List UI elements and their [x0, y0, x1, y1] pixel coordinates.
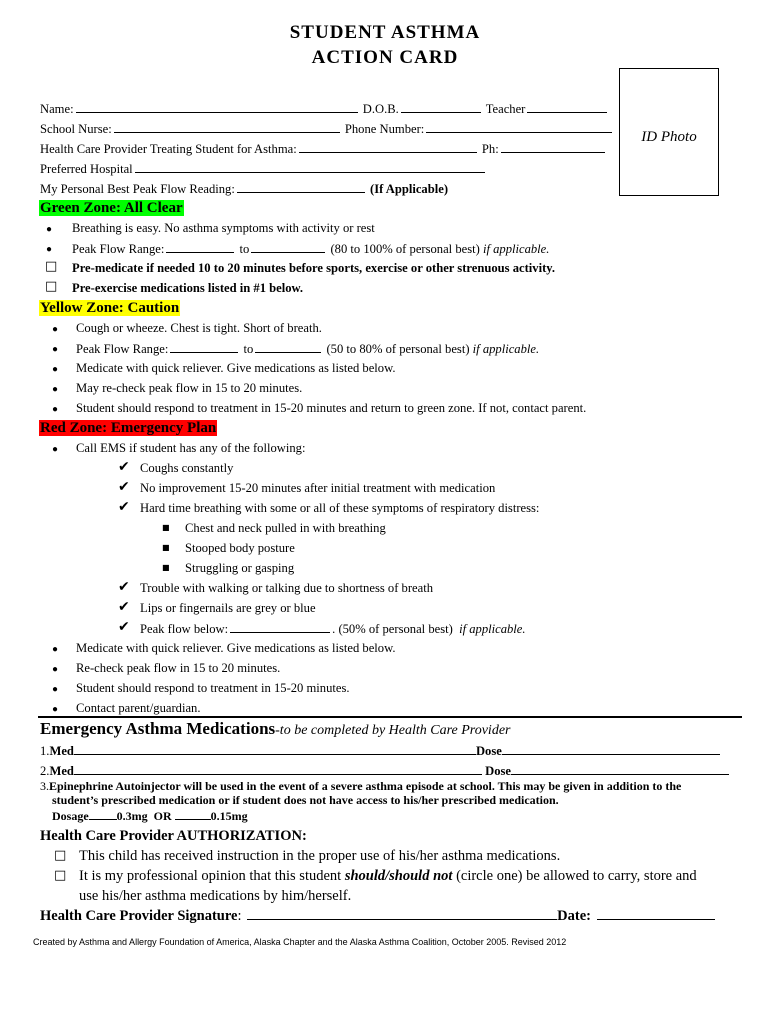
bullet-icon: ●: [46, 224, 53, 235]
red-symptom-1: Chest and neck pulled in with breathing: [185, 521, 386, 535]
square-bullet-icon: ■: [162, 563, 170, 572]
date-field[interactable]: [597, 907, 715, 920]
bullet-icon: ●: [52, 444, 59, 455]
red-symptom-2: Stooped body posture: [185, 541, 295, 555]
auth-check-2: It is my professional opinion that this student should/should not (circle one) be allowed to carry, store and: [79, 868, 697, 884]
section-divider: [38, 716, 742, 718]
checkbox-icon[interactable]: □: [54, 848, 67, 863]
peak-flow-row: My Personal Best Peak Flow Reading: (If Applicable): [40, 182, 449, 196]
title-line-1: STUDENT ASTHMA: [289, 22, 481, 43]
bullet-icon: ●: [52, 344, 59, 355]
name-field[interactable]: [76, 100, 358, 113]
med-2-field[interactable]: [74, 762, 482, 775]
yellow-item-4: May re-check peak flow in 15 to 20 minutes.: [76, 381, 303, 395]
auth-check-1: This child has received instruction in the proper use of his/her asthma medications.: [79, 848, 561, 864]
id-photo-box[interactable]: [619, 68, 719, 196]
yellow-zone-heading: Yellow Zone: Caution: [40, 300, 180, 316]
phone-number-field[interactable]: [426, 120, 612, 133]
dob-field[interactable]: [401, 100, 481, 113]
checkbox-icon[interactable]: □: [54, 868, 67, 883]
yellow-item-2: Peak Flow Range: to (50 to 80% of personal best) if applicable.: [76, 342, 540, 356]
peak-flow-field[interactable]: [237, 180, 365, 193]
yellow-item-1: Cough or wheeze. Chest is tight. Short of breath.: [76, 321, 322, 335]
yellow-item-3: Medicate with quick reliever. Give medications as listed below.: [76, 361, 396, 375]
yellow-peak-high-field[interactable]: [255, 340, 321, 353]
checkbox-icon[interactable]: □: [45, 279, 58, 294]
footer-credit: Created by Asthma and Allergy Foundation of America, Alaska Chapter and the Alaska Asthma Coalition, October 2005. Revised 2012: [33, 937, 567, 947]
red-item-1: Call EMS if student has any of the following:: [76, 441, 306, 455]
provider-field[interactable]: [299, 140, 477, 153]
signature-row: Health Care Provider Signature: Date:: [40, 907, 717, 925]
square-bullet-icon: ■: [162, 543, 170, 552]
green-check-1: Pre-medicate if needed 10 to 20 minutes before sports, exercise or other strenuous activity.: [72, 261, 556, 275]
red-check-3: Hard time breathing with some or all of these symptoms of respiratory distress:: [140, 501, 540, 515]
green-item-2: Peak Flow Range: to (80 to 100% of personal best) if applicable.: [72, 242, 550, 256]
name-row: Name: D.O.B. Teacher: [40, 100, 609, 117]
provider-phone-field[interactable]: [501, 140, 605, 153]
teacher-field[interactable]: [527, 100, 607, 113]
dosage-03-field[interactable]: [89, 807, 117, 820]
red-zone-heading: Red Zone: Emergency Plan: [40, 420, 217, 436]
dosage-015-field[interactable]: [175, 807, 211, 820]
epinephrine-note: 3.Epinephrine Autoinjector will be used in the event of a severe asthma episode at school. This may be given in addition to the: [40, 779, 682, 793]
square-bullet-icon: ■: [162, 523, 170, 532]
school-nurse-field[interactable]: [114, 120, 340, 133]
checkmark-icon: ✔: [118, 459, 130, 475]
bullet-icon: ●: [52, 324, 59, 335]
red-check-4: Trouble with walking or talking due to shortness of breath: [140, 581, 434, 595]
bullet-icon: ●: [52, 684, 59, 695]
red-item-2: Medicate with quick reliever. Give medications as listed below.: [76, 641, 396, 655]
green-check-2: Pre-exercise medications listed in #1 below.: [72, 281, 304, 295]
yellow-item-5: Student should respond to treatment in 15-20 minutes and return to green zone. If not, contact parent.: [76, 401, 587, 415]
checkmark-icon: ✔: [118, 579, 130, 595]
dose-1-field[interactable]: [502, 742, 720, 755]
title-line-2: ACTION CARD: [311, 47, 459, 68]
red-check-1: Coughs constantly: [140, 461, 234, 475]
bullet-icon: ●: [52, 404, 59, 415]
bullet-icon: ●: [52, 704, 59, 715]
checkmark-icon: ✔: [118, 479, 130, 495]
red-item-4: Student should respond to treatment in 15-20 minutes.: [76, 681, 350, 695]
signature-field[interactable]: [247, 907, 557, 920]
green-zone-heading: Green Zone: All Clear: [40, 200, 183, 216]
yellow-peak-low-field[interactable]: [170, 340, 238, 353]
med-row-1: 1.Med Dose: [40, 742, 720, 759]
medications-heading: Emergency Asthma Medications-to be completed by Health Care Provider: [40, 719, 511, 738]
hospital-field[interactable]: [135, 160, 485, 173]
dose-2-field[interactable]: [511, 762, 729, 775]
provider-row: Health Care Provider Treating Student for Asthma: Ph:: [40, 140, 607, 157]
green-item-1: Breathing is easy. No asthma symptoms with activity or rest: [72, 221, 375, 235]
checkmark-icon: ✔: [118, 619, 130, 635]
green-peak-high-field[interactable]: [251, 240, 325, 253]
checkmark-icon: ✔: [118, 599, 130, 615]
med-row-2: 2.Med Dose: [40, 762, 729, 779]
red-check-2: No improvement 15-20 minutes after initial treatment with medication: [140, 481, 496, 495]
red-symptom-3: Struggling or gasping: [185, 561, 295, 575]
bullet-icon: ●: [52, 644, 59, 655]
school-nurse-row: School Nurse: Phone Number:: [40, 120, 614, 137]
auth-check-2-cont: use his/her asthma medications by him/herself.: [79, 888, 352, 904]
epinephrine-note-2: student’s prescribed medication or if student does not have access to his/her prescribed medication.: [52, 793, 559, 807]
red-peak-below-field[interactable]: [230, 620, 330, 633]
red-item-3: Re-check peak flow in 15 to 20 minutes.: [76, 661, 281, 675]
authorization-heading: Health Care Provider AUTHORIZATION:: [40, 828, 307, 844]
checkbox-icon[interactable]: □: [45, 259, 58, 274]
hospital-row: Preferred Hospital: [40, 160, 487, 177]
dosage-row: Dosage 0.3mg OR 0.15mg: [52, 809, 248, 823]
med-1-field[interactable]: [74, 742, 476, 755]
checkmark-icon: ✔: [118, 499, 130, 515]
red-check-5: Lips or fingernails are grey or blue: [140, 601, 316, 615]
red-item-5: Contact parent/guardian.: [76, 701, 201, 715]
bullet-icon: ●: [52, 384, 59, 395]
bullet-icon: ●: [52, 664, 59, 675]
green-peak-low-field[interactable]: [166, 240, 234, 253]
id-photo-label: ID Photo: [641, 129, 697, 145]
red-check-6: Peak flow below: . (50% of personal best) if applicable.: [140, 622, 526, 636]
bullet-icon: ●: [52, 364, 59, 375]
bullet-icon: ●: [46, 244, 53, 255]
